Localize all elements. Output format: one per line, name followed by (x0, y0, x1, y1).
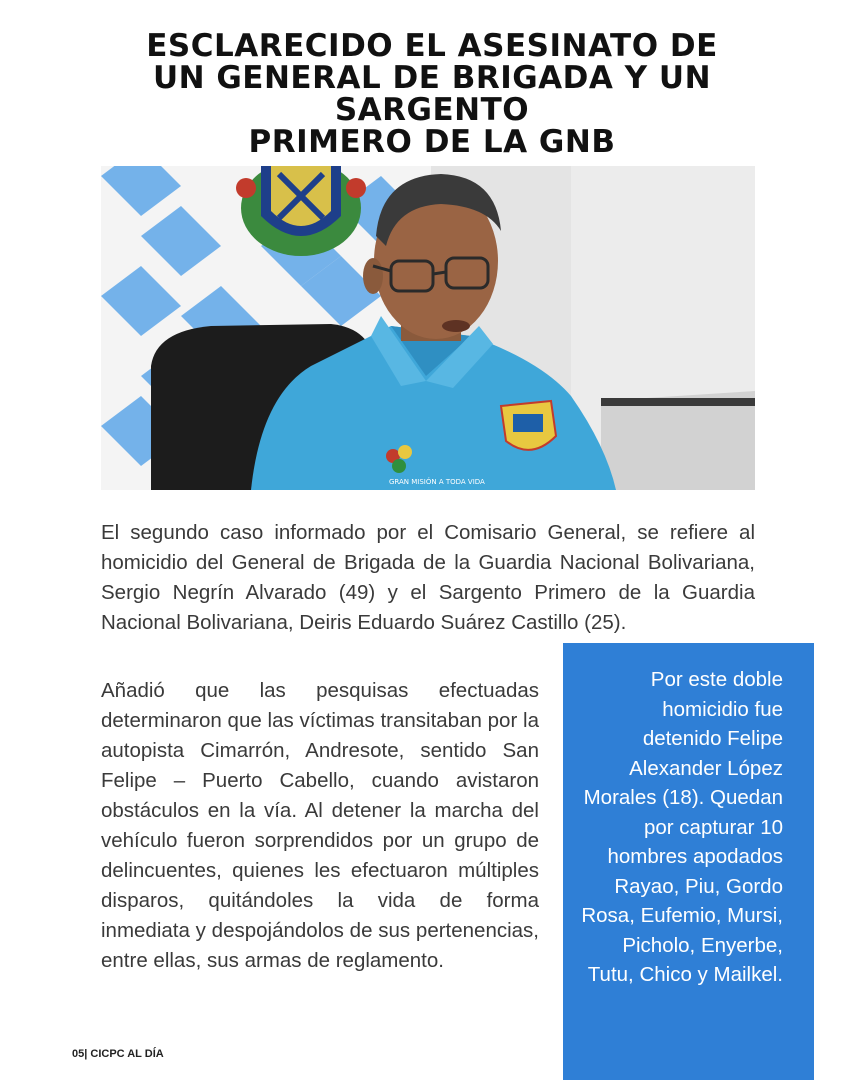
shield-icon (501, 401, 556, 450)
headline-line: ESCLARECIDO EL ASESINATO DE (146, 28, 718, 64)
sidebar-callout (563, 643, 814, 1080)
page-footer: 05| CICPC AL DÍA (72, 1048, 164, 1060)
article-paragraph: El segundo caso informado por el Comisario General, se refiere al homicidio del General de Brigada de la Guardia Nacional Bolivariana, Sergio Negrín Alvarado (49) y el Sargento Primero de la Guardia Nacional Bolivariana, Deiris Eduardo Suárez Castillo (25). (101, 521, 755, 634)
photo-illustration (101, 166, 755, 490)
sidebar-text: Por este doble homicidio fue detenido Felipe Alexander López Morales (18). Quedan por capturar 10 hombres apodados Rayao, Piu, Gordo Rosa, Eufemio, Mursi, Picholo, Enyerbe, Tutu, Chico y Mailkel. (581, 668, 783, 986)
article-paragraph: Añadió que las pesquisas efectuadas determinaron que las víctimas transitaban por la autopista Cimarrón, Andresote, sentido San Felipe – Puerto Cabello, cuando avistaron obstáculos en la vía. Al detener la marcha del vehículo fueron sorprendidos por un grupo de delincuentes, quienes les efectuaron múltiples disparos, quitándoles la vida de forma inmediata y despojándolos de sus pertenencias, entre ellas, sus armas de reglamento. (101, 679, 539, 972)
headline-line: PRIMERO DE LA GNB (248, 124, 616, 160)
headline-line: SARGENTO (334, 92, 530, 128)
article-photo (101, 166, 755, 490)
headline-line: UN GENERAL DE BRIGADA Y UN (152, 60, 712, 96)
shirt-logo-text: GRAN MISIÓN A TODA VIDA (389, 478, 485, 486)
headline (40, 30, 824, 158)
